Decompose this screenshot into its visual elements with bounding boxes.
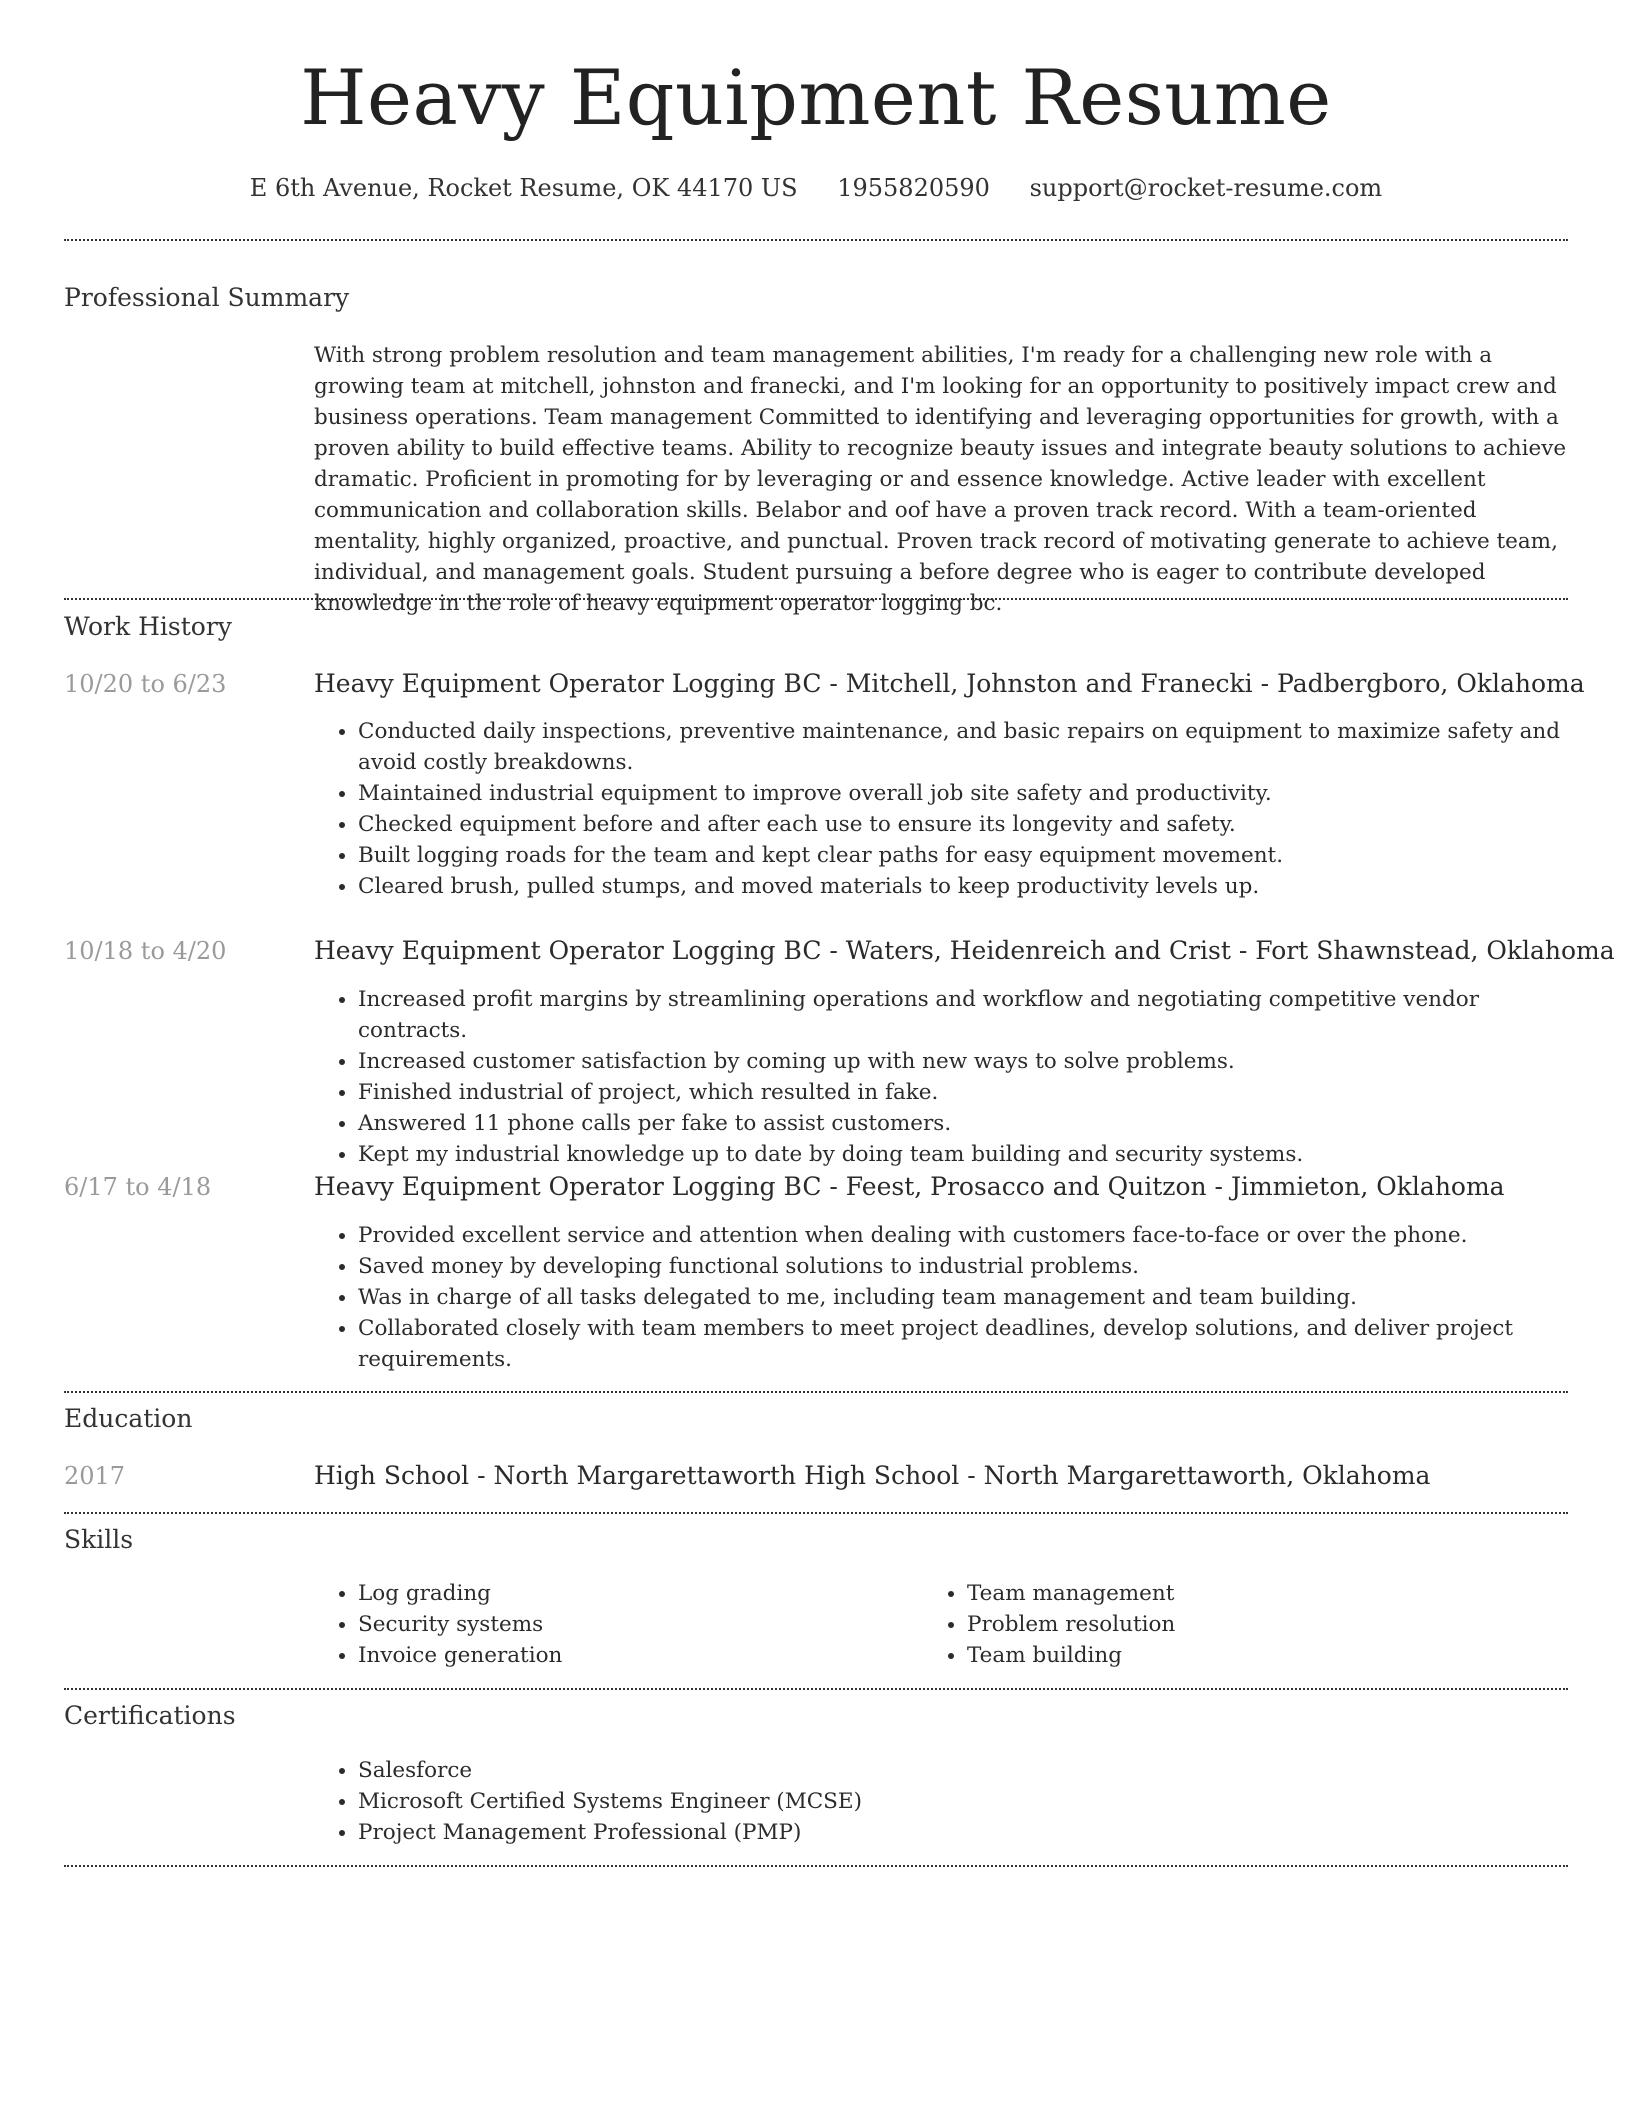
certifications-heading: Certifications (64, 1701, 236, 1730)
job-bullets (314, 716, 1568, 902)
divider (64, 239, 1568, 241)
list-item: • Invoice generation (358, 1640, 914, 1671)
list-item: • Finished industrial of project, which resulted in fake. (358, 1077, 1568, 1108)
education-year: 2017 (64, 1462, 126, 1490)
divider (64, 1391, 1568, 1393)
divider (64, 1865, 1568, 1867)
job-title: Heavy Equipment Operator Logging BC - Feest, Prosacco and Quitzon - Jimmieton, Oklahoma (314, 1172, 1505, 1201)
list-item: • Saved money by developing functional solutions to industrial problems. (358, 1251, 1568, 1282)
summary-heading: Professional Summary (64, 283, 350, 312)
list-item: • Maintained industrial equipment to improve overall job site safety and productivity. (358, 778, 1568, 809)
list-item: • Checked equipment before and after each use to ensure its longevity and safety. (358, 809, 1568, 840)
job-dates: 10/20 to 6/23 (64, 670, 227, 698)
list-item: • Problem resolution (967, 1609, 1523, 1640)
job-title: Heavy Equipment Operator Logging BC - Waters, Heidenreich and Crist - Fort Shawnstead, Oklahoma (314, 936, 1615, 965)
job-bullets (314, 984, 1568, 1170)
list-item: • Microsoft Certified Systems Engineer (MCSE) (358, 1786, 1568, 1817)
list-item: • Security systems (358, 1609, 914, 1640)
education-entry: High School - North Margarettaworth High School - North Margarettaworth, Oklahoma (314, 1461, 1431, 1490)
list-item: • Built logging roads for the team and kept clear paths for easy equipment movement. (358, 840, 1568, 871)
list-item: • Log grading (358, 1578, 914, 1609)
list-item: • Cleared brush, pulled stumps, and moved materials to keep productivity levels up. (358, 871, 1568, 902)
list-item: • Team building (967, 1640, 1523, 1671)
list-item: • Kept my industrial knowledge up to date by doing team building and security systems. (358, 1139, 1568, 1170)
resume-title: Heavy Equipment Resume (300, 53, 1332, 142)
job-dates: 6/17 to 4/18 (64, 1173, 212, 1201)
skills-list-right (923, 1578, 1523, 1671)
job-bullets (314, 1220, 1568, 1375)
job-title: Heavy Equipment Operator Logging BC - Mitchell, Johnston and Franecki - Padbergboro, Oklahoma (314, 669, 1585, 698)
job-dates: 10/18 to 4/20 (64, 937, 227, 965)
list-item: • Increased customer satisfaction by coming up with new ways to solve problems. (358, 1046, 1568, 1077)
list-item: • Conducted daily inspections, preventive maintenance, and basic repairs on equipment to maximize safety and avoid costly breakdowns. (358, 716, 1568, 778)
skills-heading: Skills (64, 1525, 134, 1554)
education-heading: Education (64, 1404, 193, 1433)
list-item: • Collaborated closely with team members to meet project deadlines, develop solutions, and deliver project requirements. (358, 1313, 1568, 1375)
list-item: • Salesforce (358, 1755, 1568, 1786)
list-item: • Project Management Professional (PMP) (358, 1817, 1568, 1848)
list-item: • Was in charge of all tasks delegated to me, including team management and team building. (358, 1282, 1568, 1313)
list-item: • Provided excellent service and attention when dealing with customers face-to-face or over the phone. (358, 1220, 1568, 1251)
divider (64, 1512, 1568, 1514)
list-item: • Team management (967, 1578, 1523, 1609)
contact-line (64, 170, 1568, 206)
work-history-heading: Work History (64, 612, 232, 641)
certifications-list (314, 1755, 1568, 1848)
divider (64, 598, 1568, 600)
divider (64, 1688, 1568, 1690)
phone-text: 1955820590 (837, 174, 990, 202)
email-text: support@rocket-resume.com (1029, 174, 1383, 202)
summary-text: With strong problem resolution and team management abilities, I'm ready for a challenging new role with a growing team at mitchell, johnston and franecki, and I'm looking for an opportunity to positively impact crew and business operations. Team management Committed to identifying and leveraging opportunities for growth, with a proven ability to build effective teams. Ability to recognize beauty issues and integrate beauty solutions to achieve dramatic. Proficient in promoting for by leveraging or and essence knowledge. Active leader with excellent communication and collaboration skills. Belabor and oof have a proven track record. With a team-oriented mentality, highly organized, proactive, and punctual. Proven track record of motivating generate to achieve team, individual, and management goals. Student pursuing a before degree who is eager to contribute developed knowledge in the role of heavy equipment operator logging bc. (314, 343, 1567, 616)
skills-list-left (314, 1578, 914, 1671)
list-item: • Increased profit margins by streamlining operations and workflow and negotiating competitive vendor contracts. (358, 984, 1568, 1046)
address-text: E 6th Avenue, Rocket Resume, OK 44170 US (249, 174, 798, 202)
list-item: • Answered 11 phone calls per fake to assist customers. (358, 1108, 1568, 1139)
